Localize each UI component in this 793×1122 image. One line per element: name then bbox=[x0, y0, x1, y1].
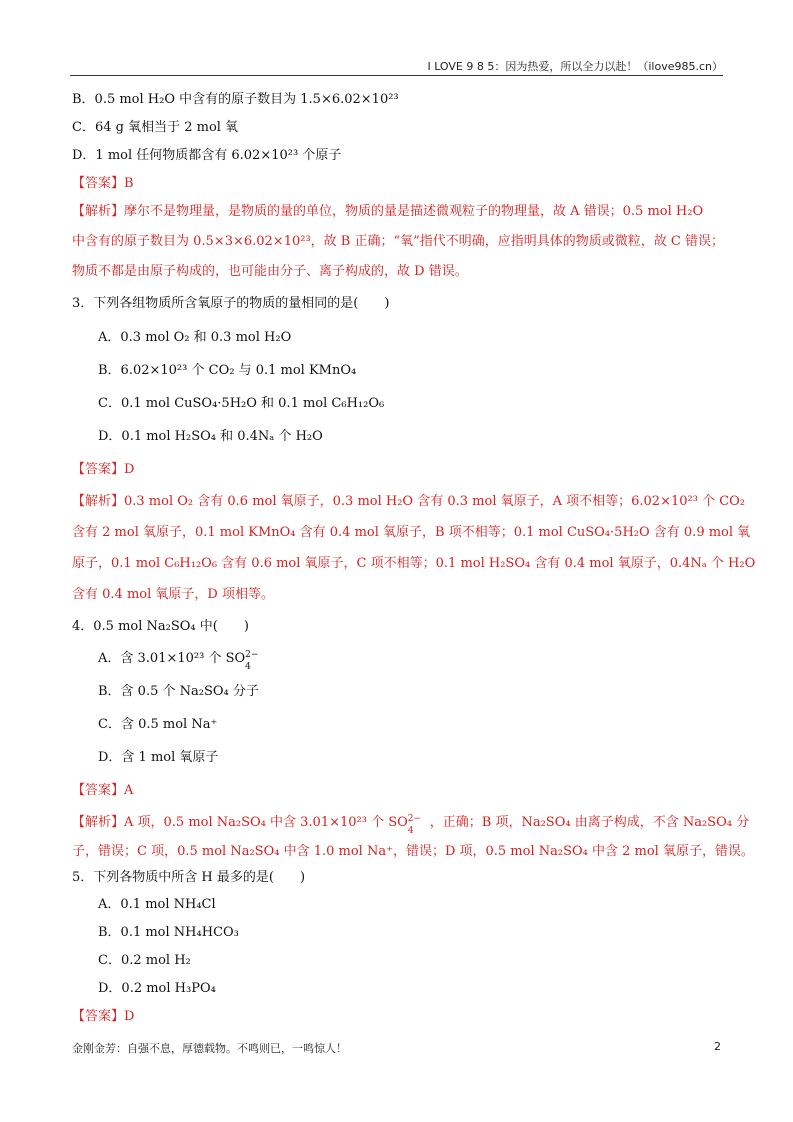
q3-option-a: A．0.3 mol O₂ 和 0.3 mol H₂O bbox=[98, 330, 292, 345]
q4-answer: 【答案】A bbox=[72, 783, 134, 798]
q4-option-c: C．含 0.5 mol Na⁺ bbox=[98, 717, 218, 732]
q3-analysis-line-2: 含有 2 mol 氧原子，0.1 mol KMnO₄ 含有 0.4 mol 氧原子，B 项不相等；0.1 mol CuSO₄·5H₂O 含有 0.9 mol 氧 bbox=[72, 525, 751, 540]
q4-analysis-line-2: 子，错误；C 项，0.5 mol Na₂SO₄ 中含 1.0 mol Na⁺，错误；D 项，0.5 mol Na₂SO₄ 中含 2 mol 氧原子，错误。 bbox=[72, 844, 754, 859]
q2-analysis-line-1: 【解析】摩尔不是物理量，是物质的量的单位，物质的量是描述微观粒子的物理量，故 A 错误；0.5 mol H₂O bbox=[72, 204, 704, 219]
q4-analysis-line-1-pre: 【解析】A 项，0.5 mol Na₂SO₄ 中含 3.01×10²³ 个 SO bbox=[72, 815, 408, 830]
page-number: 2 bbox=[714, 1040, 721, 1053]
q3-analysis-line-4: 含有 0.4 mol 氧原子，D 项相等。 bbox=[72, 587, 274, 602]
q5-stem: 5．下列各物质中所含 H 最多的是( ) bbox=[72, 870, 306, 885]
ion-charge-2: 2− bbox=[407, 814, 422, 824]
q3-answer: 【答案】D bbox=[72, 462, 135, 477]
q5-option-c: C．0.2 mol H₂ bbox=[98, 953, 191, 968]
q3-option-c: C．0.1 mol CuSO₄·5H₂O 和 0.1 mol C₆H₁₂O₆ bbox=[98, 396, 385, 411]
q2-analysis-line-2: 中含有的原子数目为 0.5×3×6.02×10²³，故 B 正确；“氧”指代不明确，应指明具体的物质或微粒，故 C 错误； bbox=[72, 234, 724, 249]
q4-analysis-line-1-post: ，正确；B 项，Na₂SO₄ 由离子构成，不含 Na₂SO₄ 分 bbox=[429, 815, 750, 830]
q4-analysis-line-1 bbox=[72, 813, 750, 836]
q3-stem: 3．下列各组物质所含氧原子的物质的量相同的是( ) bbox=[72, 296, 390, 311]
q4-stem: 4．0.5 mol Na₂SO₄ 中( ) bbox=[72, 619, 249, 634]
q5-answer: 【答案】D bbox=[72, 1009, 135, 1024]
document-body bbox=[72, 90, 756, 1035]
q2-option-d: D．1 mol 任何物质都含有 6.02×10²³ 个原子 bbox=[72, 148, 342, 163]
header-rule bbox=[70, 75, 723, 76]
ion-subscript: 4 bbox=[245, 662, 251, 672]
q5-option-a: A．0.1 mol NH₄Cl bbox=[98, 897, 216, 912]
q5-option-b: B．0.1 mol NH₄HCO₃ bbox=[98, 925, 239, 940]
ion-charge: 2− bbox=[245, 650, 259, 660]
q3-analysis-line-3: 原子，0.1 mol C₆H₁₂O₆ 含有 0.6 mol 氧原子，C 项不相等；0.1 mol H₂SO₄ 含有 0.4 mol 氧原子，0.4Nₐ 个 H₂O bbox=[72, 556, 756, 571]
sulfate-ion-notation-2 bbox=[407, 813, 430, 836]
q4-option-b: B．含 0.5 个 Na₂SO₄ 分子 bbox=[98, 684, 259, 699]
q2-answer: 【答案】B bbox=[72, 176, 134, 191]
q3-option-b: B．6.02×10²³ 个 CO₂ 与 0.1 mol KMnO₄ bbox=[98, 363, 357, 378]
q4-option-d: D．含 1 mol 氧原子 bbox=[98, 750, 219, 765]
ion-subscript-2: 4 bbox=[407, 826, 414, 836]
page-header: I LOVE 9 8 5：因为热爱，所以全力以赴！（ilove985.cn） bbox=[427, 60, 723, 73]
q3-analysis-line-1: 【解析】0.3 mol O₂ 含有 0.6 mol 氧原子，0.3 mol H₂O 含有 0.3 mol 氧原子，A 项不相等；6.02×10²³ 个 CO₂ bbox=[72, 494, 746, 509]
q3-option-d: D．0.1 mol H₂SO₄ 和 0.4Nₐ 个 H₂O bbox=[98, 429, 323, 444]
q2-option-c: C．64 g 氧相当于 2 mol 氧 bbox=[72, 120, 239, 135]
footer-motto: 金刚金芳：自强不息，厚德载物。不鸣则已，一鸣惊人！ bbox=[72, 1042, 347, 1055]
q5-option-d: D．0.2 mol H₃PO₄ bbox=[98, 981, 216, 996]
sulfate-ion-notation bbox=[245, 649, 267, 672]
q4-option-a bbox=[72, 649, 724, 672]
q4-option-a-text: A．含 3.01×10²³ 个 SO bbox=[98, 651, 246, 666]
q2-option-b: B．0.5 mol H₂O 中含有的原子数目为 1.5×6.02×10²³ bbox=[72, 92, 399, 107]
q2-analysis-line-3: 物质不都是由原子构成的，也可能由分子、离子构成的，故 D 错误。 bbox=[72, 264, 468, 279]
